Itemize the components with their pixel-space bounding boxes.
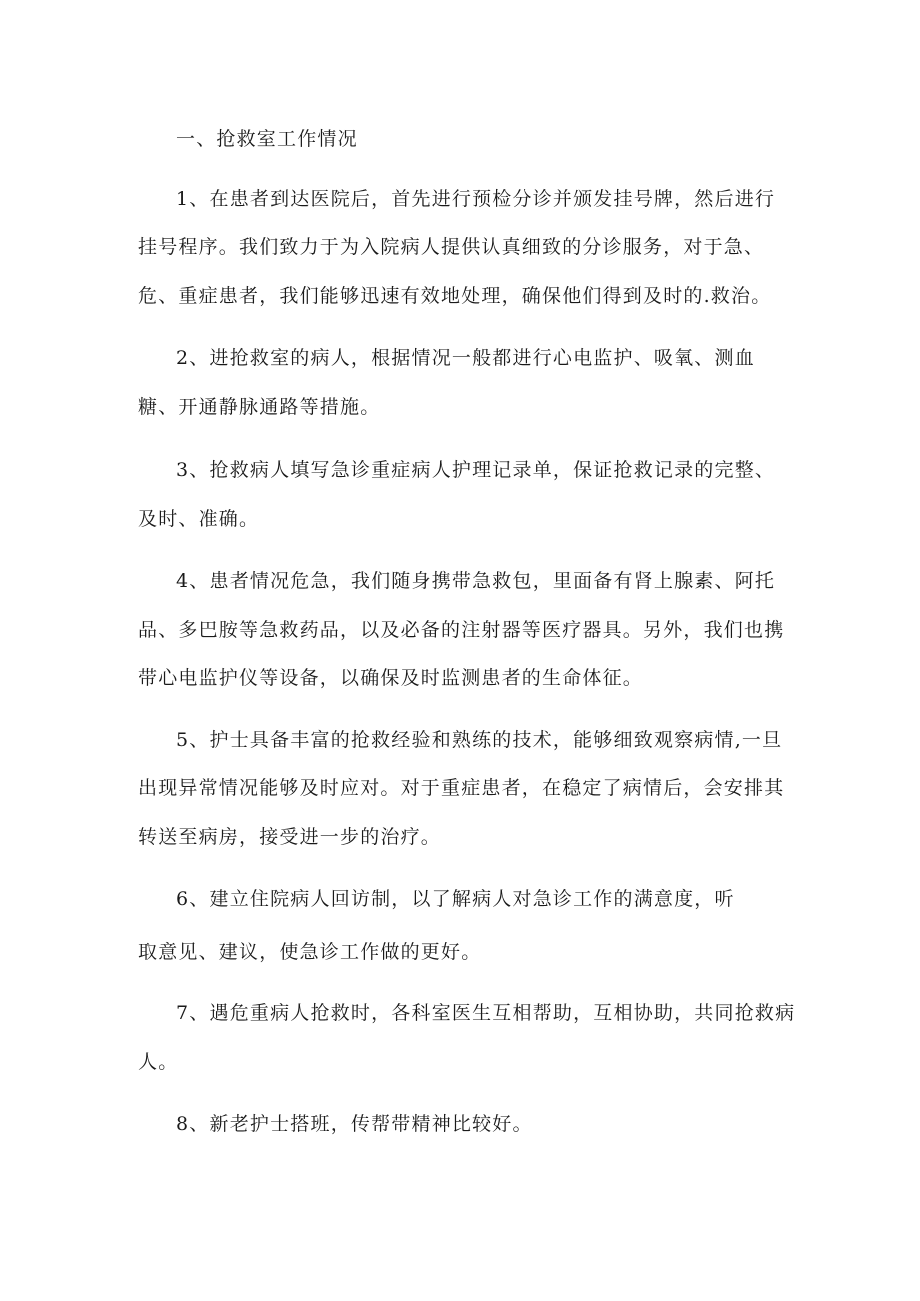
paragraph-line: 带心电监护仪等设备，以确保及时监测患者的生命体征。: [138, 667, 644, 689]
paragraph-line: 出现异常情况能够及时应对。对于重症患者，在稳定了病情后，会安排其: [138, 777, 785, 799]
paragraph-line: 2、进抢救室的病人，根据情况一般都进行心电监护、吸氧、测血: [176, 347, 755, 369]
paragraph-line: 危、重症患者，我们能够迅速有效地处理，确保他们得到及时的.救治。: [138, 285, 772, 307]
paragraph-line: 转送至病房，接受进一步的治疗。: [138, 826, 442, 848]
paragraph-line: 挂号程序。我们致力于为入院病人提供认真细致的分诊服务，对于急、: [138, 236, 765, 258]
paragraph-line: 6、建立住院病人回访制，以了解病人对急诊工作的满意度，听: [176, 888, 735, 910]
paragraph-line: 取意见、建议，使急诊工作做的更好。: [138, 941, 482, 963]
paragraph-line: 糖、开通静脉通路等措施。: [138, 396, 381, 418]
paragraph-line: 及时、准确。: [138, 508, 260, 530]
paragraph-line: 8、新老护士搭班，传帮带精神比较好。: [176, 1113, 533, 1135]
paragraph-line: 4、患者情况危急，我们随身携带急救包，里面备有肾上腺素、阿托: [176, 570, 776, 592]
paragraph-line: 7、遇危重病人抢救时，各科室医生互相帮助，互相协助，共同抢救病: [176, 1002, 796, 1024]
paragraph-line: 品、多巴胺等急救药品，以及必备的注射器等医疗器具。另外，我们也携: [138, 619, 785, 641]
paragraph-line: 1、在患者到达医院后，首先进行预检分诊并颁发挂号牌，然后进行: [176, 188, 776, 210]
section-heading: 一、抢救室工作情况: [176, 128, 358, 150]
paragraph-line: 人。: [138, 1051, 179, 1073]
paragraph-line: 3、抢救病人填写急诊重症病人护理记录单，保证抢救记录的完整、: [176, 459, 776, 481]
paragraph-line: 5、护士具备丰富的抢救经验和熟练的技术，能够细致观察病情,一旦: [176, 729, 783, 751]
